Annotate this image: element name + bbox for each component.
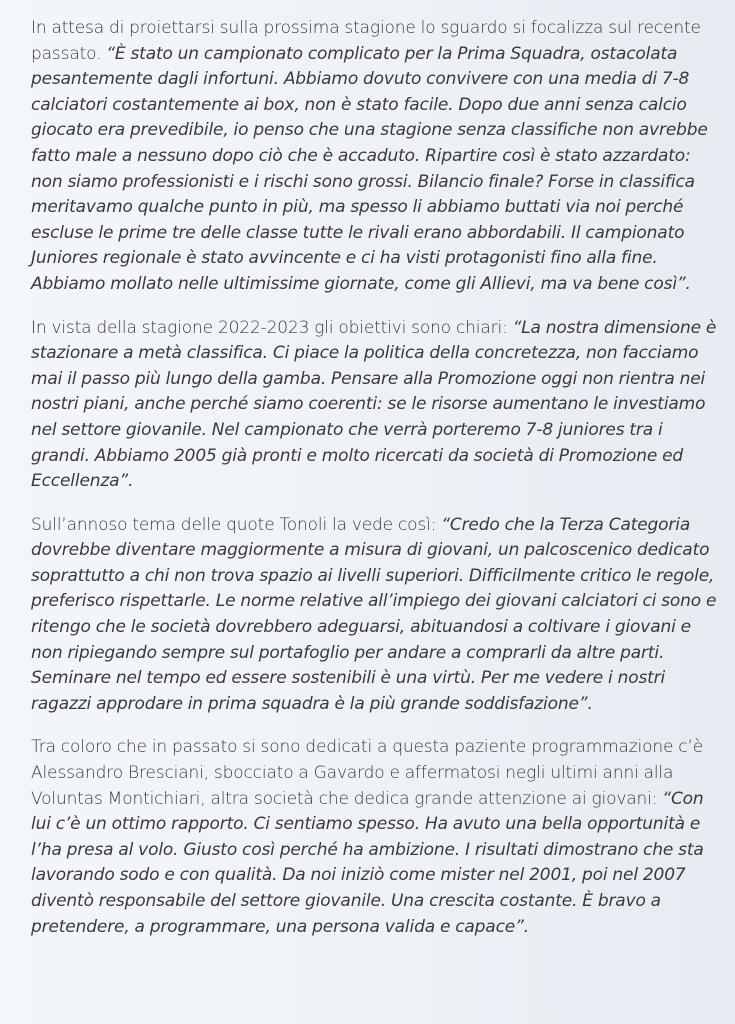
article-paragraph (31, 316, 721, 495)
paragraph-lead-text: In vista della stagione 2022-2023 gli obiettivi sono chiari: (31, 317, 513, 338)
paragraph-lead-text: In attesa di proiettarsi sulla prossima stagione lo sguardo si focalizza sul recente passato. (31, 18, 701, 64)
article-paragraph (31, 513, 721, 718)
paragraph-quote: “La nostra dimensione è stazionare a metà classifica. Ci piace la politica della concretezza, non facciamo mai il passo più lungo della gamba. Pensare alla Promozione oggi non rientra nei nostri piani, anche perché siamo coerenti: se le risorse aumentano le investiamo nel settore giovanile. Nel campionato che verrà porteremo 7-8 juniores tra i grandi. Abbiamo 2005 già pronti e molto ricercati da società di Promozione ed Eccellenza”. (31, 317, 717, 492)
paragraph-quote: “È stato un campionato complicato per la Prima Squadra, ostacolata pesantemente dagli infortuni. Abbiamo dovuto convivere con una media di 7-8 calciatori costantemente ai box, non è stato facile. Dopo due anni senza calcio giocato era prevedibile, io penso che una stagione senza classifiche non avrebbe fatto male a nessuno dopo ciò che è accaduto. Ripartire così è stato azzardato: non siamo professionisti e i rischi sono grossi. Bilancio finale? Forse in classifica meritavamo qualche punto in più, ma spesso li abbiamo buttati via noi perché escluse le prime tre delle classe tutte le rivali erano abbordabili. Il campionato Juniores regionale è stato avvincente e ci ha visti protagonisti fino alla fine. Abbiamo mollato nelle ultimissime giornate, come gli Allievi, ma va bene così”. (31, 43, 708, 294)
paragraph-lead-text: Sull’annoso tema delle quote Tonoli la vede così: (31, 514, 442, 535)
article-paragraph (31, 16, 721, 298)
article-body (31, 16, 721, 958)
paragraph-quote: “Con lui c’è un ottimo rapporto. Ci sentiamo spesso. Ha avuto una bella opportunità e l’ha presa al volo. Giusto così perché ha ambizione. I risultati dimostrano che sta lavorando sodo e con qualità. Da noi iniziò come mister nel 2001, poi nel 2007 diventò responsabile del settore giovanile. Una crescita costante. È bravo a pretendere, a programmare, una persona valida e capace”. (31, 788, 704, 937)
article-paragraph (31, 735, 721, 940)
paragraph-quote: “Credo che la Terza Categoria dovrebbe diventare maggiormente a misura di giovani, un palcoscenico dedicato soprattutto a chi non trova spazio ai livelli superiori. Difficilmente critico le regole, preferisco rispettarle. Le norme relative all’impiego dei giovani calciatori ci sono e ritengo che le società dovrebbero adeguarsi, abituandosi a coltivare i giovani e non ripiegando sempre sul portafoglio per andare a comprarli da altre parti. Seminare nel tempo ed essere sostenibili è una virtù. Per me vedere i nostri ragazzi approdare in prima squadra è la più grande soddisfazione”. (31, 514, 717, 714)
paragraph-lead-text: Tra coloro che in passato si sono dedicati a questa paziente programmazione c’è Alessandro Bresciani, sbocciato a Gavardo e affermatosi negli ultimi anni alla Voluntas Montichiari, altra società che dedica grande attenzione ai giovani: (31, 737, 704, 809)
